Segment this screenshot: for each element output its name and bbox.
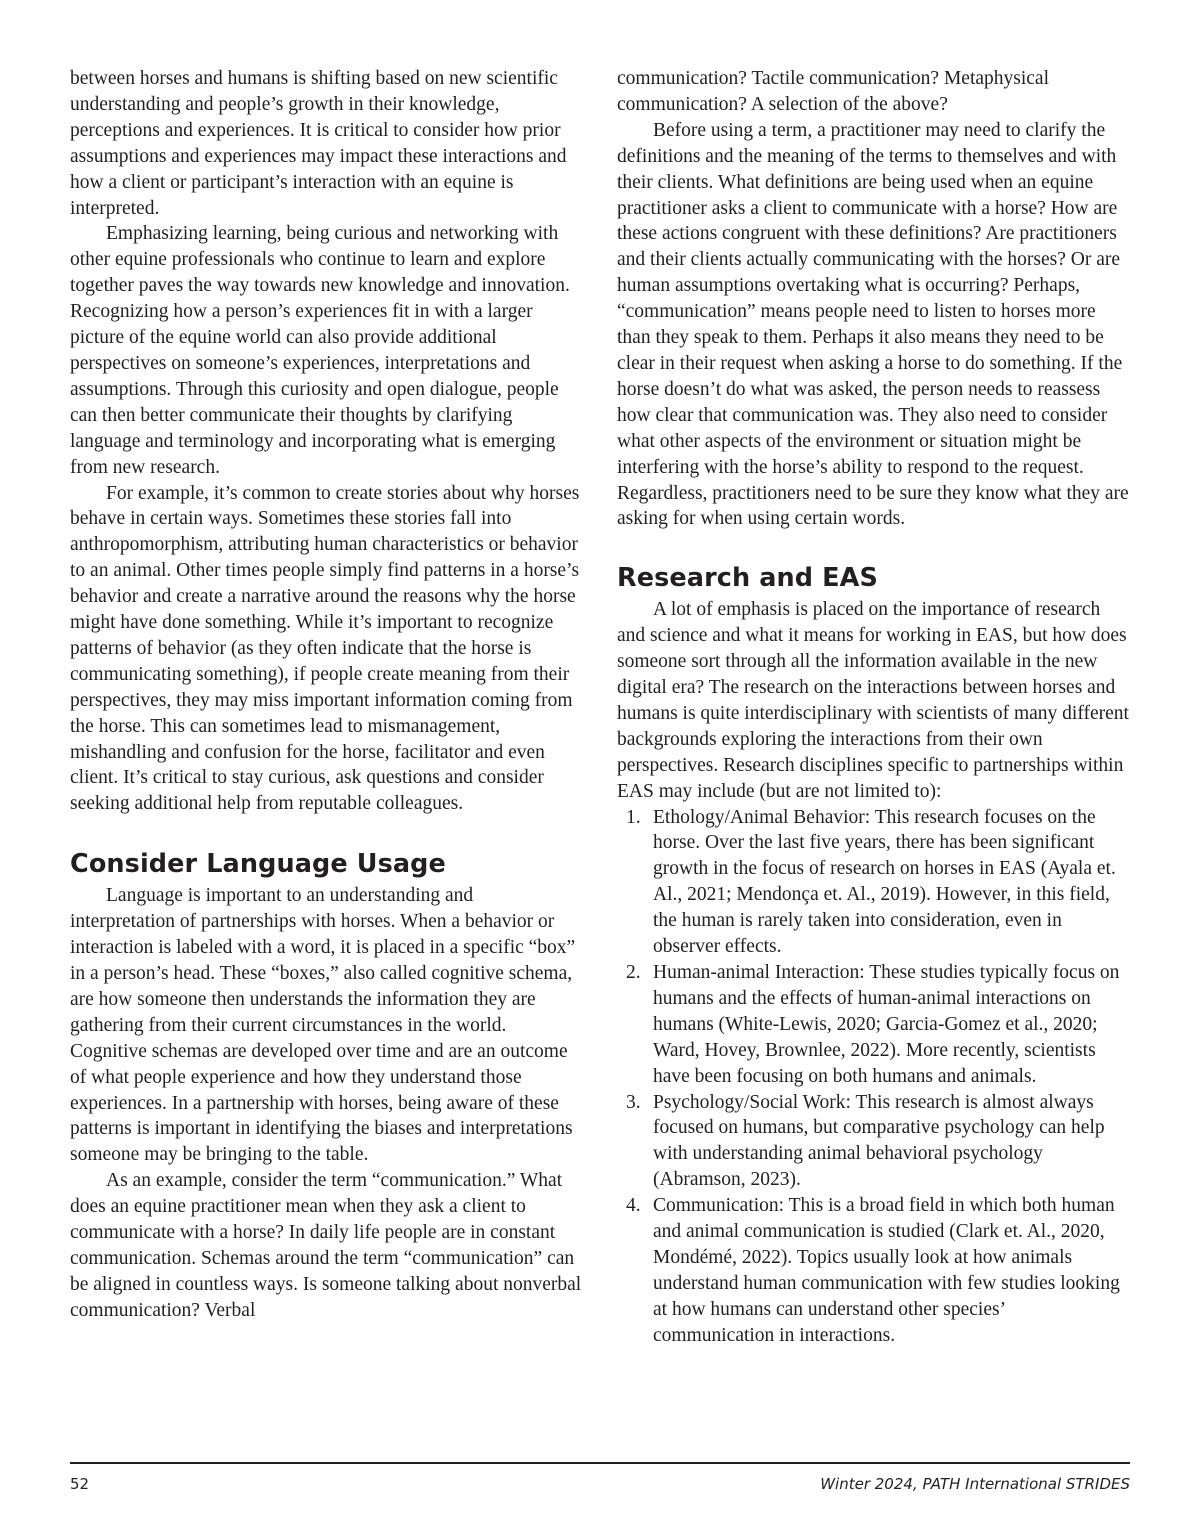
list-item (617, 1090, 1129, 1194)
research-disciplines-list (617, 805, 1129, 1349)
body-paragraph: Emphasizing learning, being curious and networking with other equine professionals who continue to learn and explore together paves the way towards new knowledge and innovation. Recognizing how a person’s experiences fit in with a larger picture of the equine world can also provide additional perspectives on someone’s experiences, interpretations and assumptions. Through this curiosity and open dialogue, people can then better communicate their thoughts by clarifying language and terminology and incorporating what is emerging from new research. (70, 223, 570, 478)
list-item (617, 1193, 1129, 1348)
list-item (617, 960, 1129, 1090)
list-number: 1. (626, 806, 641, 828)
left-column (70, 66, 582, 1324)
list-item-text: Ethology/Animal Behavior: This research focuses on the horse. Over the last five years, there has been significant growth in the focus of research on horses in EAS (Ayala et. Al., 2021; Mendonça et. Al., 2019). However, in this field, the human is rarely taken into consideration, even in observer effects. (653, 806, 1116, 958)
body-paragraph: Before using a term, a practitioner may need to clarify the definitions and the meaning of the terms to themselves and with their clients. What definitions are being used when an equine practitioner asks a client to communicate with a horse? How are these actions congruent with these definitions? Are practitioners and their clients actually communicating with the horses? Or are human assumptions overtaking what is occurring? Perhaps, “communication” means people need to listen to horses more than they speak to them. Perhaps it also means they need to be clear in their request when asking a horse to do something. If the horse doesn’t do what was asked, the person needs to reassess how clear that communication was. They also need to consider what other aspects of the environment or situation might be interfering with the horse’s ability to respond to the request. Regardless, practitioners need to be sure they know what they are asking for when using certain words. (617, 119, 1129, 530)
list-number: 2. (626, 962, 641, 983)
publication-credit: Winter 2024, PATH International STRIDES (820, 1475, 1130, 1493)
list-item-text: Communication: This is a broad field in which both human and animal communication is studied (Clark et. Al., 2020, Mondémé, 2022). Topics usually look at how animals understand human communication with few studies looking at how humans can understand other species’ communication in interactions. (653, 1195, 1120, 1346)
section-heading-language-usage: Consider Language Usage (70, 849, 446, 880)
body-paragraph: Language is important to an understanding and interpretation of partnerships with horses. When a behavior or interaction is labeled with a word, it is placed in a specific “box” in a person’s head. These “boxes,” also called cognitive schema, are how someone then understands the information they are gathering from their current circumstances in the world. Cognitive schemas are developed over time and are an outcome of what people experience and how they understand those experiences. In a partnership with horses, being aware of these patterns is important in identifying the biases and interpretations someone may be bringing to the table. (70, 885, 576, 1166)
list-item (617, 805, 1129, 960)
footer-divider (70, 1462, 1130, 1464)
body-paragraph: A lot of emphasis is placed on the importance of research and science and what it means for working in EAS, but how does someone sort through all the information available in the new digital era? The research on the interactions between horses and humans is quite interdisciplinary with scientists of many different backgrounds exploring the interactions from their own perspectives. Research disciplines specific to partnerships within EAS may include (but are not limited to): (617, 599, 1129, 802)
page-number: 52 (70, 1475, 90, 1493)
list-number: 4. (626, 1195, 641, 1217)
list-item-text: Psychology/Social Work: This research is almost always focused on humans, but comparative psychology can help with understanding animal behavioral psychology (Abramson, 2023). (653, 1091, 1105, 1191)
list-number: 3. (626, 1091, 641, 1113)
body-paragraph: For example, it’s common to create stories about why horses behave in certain ways. Sometimes these stories fall into anthropomorphism, attributing human characteristics or behavior to an animal. Other times people simply find patterns in a horse’s behavior and create a narrative around the reasons why the horse might have done something. While it’s important to recognize patterns of behavior (as they often indicate that the horse is communicating something), if people create meaning from their perspectives, they may miss important information coming from the horse. This can sometimes lead to mismanagement, mishandling and confusion for the horse, facilitator and even client. It’s critical to stay curious, ask questions and consider seeking additional help from reputable colleagues. (70, 482, 580, 815)
list-item-text: Human-animal Interaction: These studies typically focus on humans and the effects of human-animal interactions on humans (White-Lewis, 2020; Garcia-Gomez et al., 2020; Ward, Hovey, Brownlee, 2022). More recently, scientists have been focusing on both humans and animals. (653, 962, 1120, 1087)
body-paragraph: between horses and humans is shifting based on new scientific understanding and people’s growth in their knowledge, perceptions and experiences. It is critical to consider how prior assumptions and experiences may impact these interactions and how a client or participant’s interaction with an equine is interpreted. (70, 68, 567, 219)
body-paragraph: As an example, consider the term “communication.” What does an equine practitioner mean when they ask a client to communicate with a horse? In daily life people are in constant communication. Schemas around the term “communication” can be aligned in countless ways. Is someone talking about nonverbal communication? Verbal (70, 1170, 582, 1321)
section-heading-research-eas: Research and EAS (617, 563, 878, 594)
right-column (617, 66, 1129, 1349)
body-paragraph: communication? Tactile communication? Metaphysical communication? A selection of the above? (617, 68, 1050, 115)
